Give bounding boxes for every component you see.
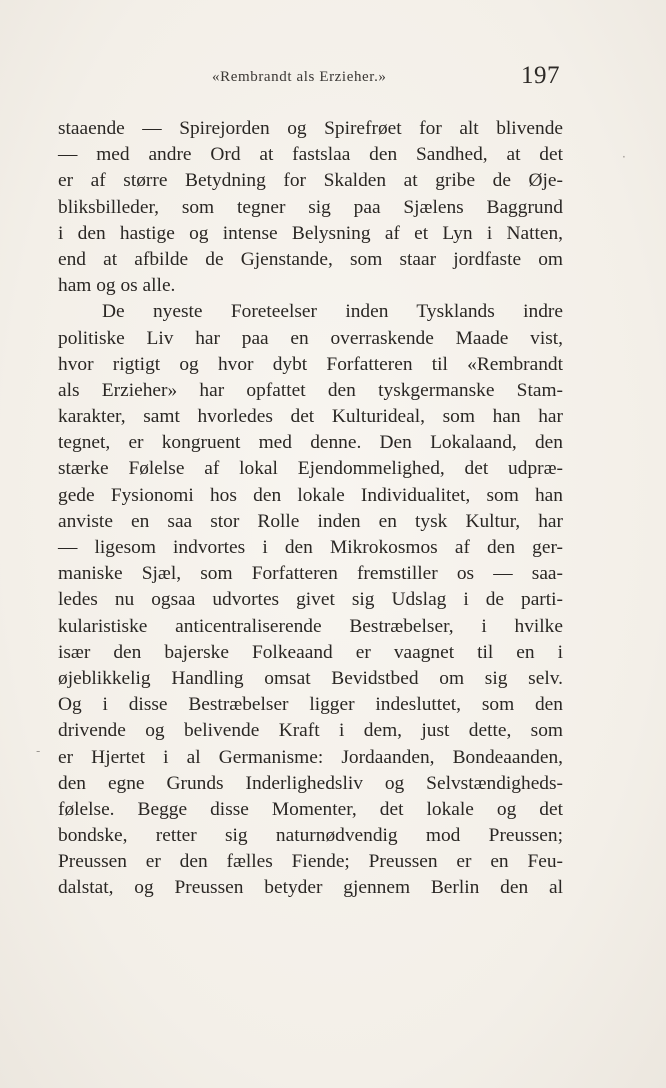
text-line: ham og os alle. (58, 275, 176, 297)
text-line: politiske Liv har paa en overraskende Maade vist, (58, 327, 563, 349)
page-header (58, 62, 560, 94)
text-line: gede Fysionomi hos den lokale Individualitet, som han (58, 484, 563, 506)
text-line: karakter, samt hvorledes det Kulturideal, som han har (58, 406, 563, 428)
text-line: kularistiske anticentraliserende Bestræbelser, i hvilke (58, 615, 563, 637)
text-line: — ligesom indvortes i den Mikrokosmos af den ger- (58, 537, 563, 558)
text-line: staaende — Spirejorden og Spirefrøet for alt blivende (58, 118, 563, 139)
text-line: bliksbilleder, som tegner sig paa Sjælens Baggrund (58, 196, 563, 218)
text-line: end at afbilde de Gjenstande, som staar jordfaste om (58, 248, 563, 270)
text-line: stærke Følelse af lokal Ejendommelighed, det udpræ- (58, 458, 563, 480)
text-line: er af større Betydning for Skalden at gribe de Øje- (58, 170, 563, 192)
text-line: dalstat, og Preussen betyder gjennem Berlin den al (58, 877, 563, 899)
text-line: følelse. Begge disse Momenter, det lokale og det (58, 798, 563, 820)
text-line: er Hjertet i al Germanisme: Jordaanden, Bondeaanden, (58, 746, 563, 768)
running-title: «Rembrandt als Erzieher.» (212, 69, 387, 85)
text-line: tegnet, er kongruent med denne. Den Lokalaand, den (58, 432, 563, 454)
text-line: anviste en saa stor Rolle inden en tysk Kultur, har (58, 510, 563, 532)
text-line: bondske, retter sig naturnødvendig mod Preussen; (58, 825, 563, 847)
text-line: als Erzieher» har opfattet den tyskgermanske Stam- (58, 379, 563, 401)
text-line: Preussen er den fælles Fiende; Preussen er en Feu- (58, 851, 563, 873)
text-line: især den bajerske Folkeaand er vaagnet til en i (58, 641, 563, 663)
page-number: 197 (521, 62, 560, 89)
text-line: hvor rigtigt og hvor dybt Forfatteren til «Rembrandt (58, 353, 563, 375)
body-text (58, 116, 563, 902)
margin-dash-mark: - (36, 744, 41, 758)
text-line: ledes nu ogsaa udvortes givet sig Udslag i de parti- (58, 589, 563, 611)
text-line: — med andre Ord at fastslaa den Sandhed, at det (58, 144, 563, 166)
paragraph-start-line: De nyeste Foreteelser inden Tysklands indre (102, 301, 563, 323)
text-line: øjeblikkelig Handling omsat Bevidstbed om sig selv. (58, 667, 563, 689)
text-line: Og i disse Bestræbelser ligger indesluttet, som den (58, 694, 563, 716)
text-line: drivende og belivende Kraft i dem, just dette, som (58, 720, 563, 742)
margin-dot-mark: · (622, 150, 626, 164)
text-line: i den hastige og intense Belysning af et Lyn i Natten, (58, 222, 563, 244)
text-line: den egne Grunds Inderlighedsliv og Selvstændigheds- (58, 772, 563, 794)
text-line: maniske Sjæl, som Forfatteren fremstiller os — saa- (58, 563, 563, 585)
